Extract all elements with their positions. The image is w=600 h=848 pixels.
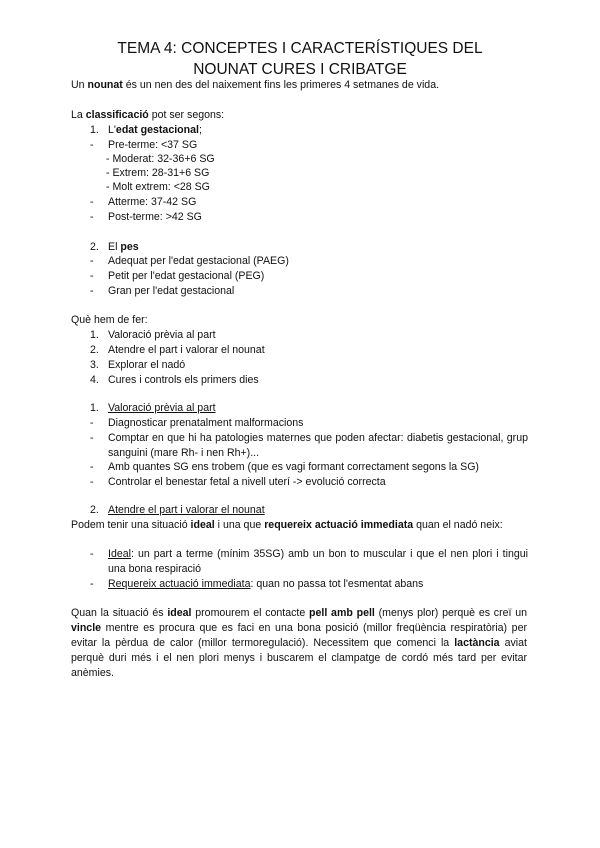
list-item: Adequat per l'edat gestacional (PAEG) (108, 255, 289, 267)
g1-number: 1. (90, 124, 99, 136)
s2-term-immediate: requereix actuació immediata (264, 519, 414, 531)
closing-term: pell amb pell (309, 607, 375, 619)
list-item: Valoració prèvia al part (108, 329, 216, 341)
g1-prefix: L' (108, 124, 116, 136)
closing-paragraph (71, 606, 527, 681)
closing-term: ideal (167, 607, 192, 619)
intro-prefix: Un (71, 79, 88, 91)
list-subitem: - Moderat: 32-36+6 SG (106, 153, 215, 165)
bullet-dash: - (90, 285, 94, 297)
item-text: : un part a terme (mínim 35SG) amb un bon to muscular i que el nen plori i tingui una bona respiració (108, 548, 528, 575)
closing-text: aviat perquè duri més i el nen plori menys i buscarem el clampatge de cordó més tard per evitar anèmies. (71, 637, 527, 679)
page-title (60, 38, 540, 80)
bullet-dash: - (90, 211, 94, 223)
closing-text: Quan la situació és (71, 607, 168, 619)
list-item: Pre-terme: <37 SG (108, 139, 198, 151)
section2-title: Atendre el part i valorar el nounat (108, 504, 265, 516)
classification-rest: pot ser segons: (148, 109, 225, 121)
s2-term-ideal: ideal (190, 519, 215, 531)
bullet-dash: - (90, 578, 94, 590)
closing-text: (menys plor) perquè es creï un (374, 607, 528, 619)
item-label: Requereix actuació immediata (108, 578, 251, 590)
section1-title: Valoració prèvia al part (108, 402, 216, 414)
list-subitem: - Molt extrem: <28 SG (106, 181, 210, 193)
bullet-dash: - (90, 270, 94, 282)
list-item: Comptar en que hi ha patologies maternes que poden afectar: diabetis gestacional, grup sanguini (mare Rh- i nen Rh+)... (108, 432, 528, 459)
todo-number: 3. (90, 359, 99, 371)
g1-suffix: ; (198, 124, 202, 136)
g2-number: 2. (90, 241, 99, 253)
intro-rest: és un nen des del naixement fins les primeres 4 setmanes de vida. (122, 79, 440, 91)
g2-heading (108, 240, 139, 255)
item-label: Ideal (108, 548, 131, 560)
bullet-dash: - (90, 432, 94, 444)
list-item: Diagnosticar prenatalment malformacions (108, 417, 304, 429)
closing-text: mentre es procura que es faci en una bona posició (millor freqüència respiratòria) per evitar la pèrdua de calor (millor termoregulació). Necessitem que comenci la (71, 622, 527, 649)
list-item (108, 547, 528, 577)
list-item: Atterme: 37-42 SG (108, 196, 197, 208)
list-item: Cures i controls els primers dies (108, 374, 259, 386)
title-line-1: TEMA 4: CONCEPTES I CARACTERÍSTIQUES DEL (117, 40, 483, 57)
bullet-dash: - (90, 417, 94, 429)
g1-heading (108, 123, 202, 138)
list-item: Explorar el nadó (108, 359, 186, 371)
intro-term: nounat (87, 79, 123, 91)
bullet-dash: - (90, 139, 94, 151)
todo-number: 2. (90, 344, 99, 356)
classification-term: classificació (85, 109, 149, 121)
todo-number: 4. (90, 374, 99, 386)
list-item (108, 577, 423, 592)
closing-term: lactància (454, 637, 500, 649)
intro-paragraph (71, 78, 439, 93)
g2-prefix: El (108, 241, 121, 253)
list-subitem: - Extrem: 28-31+6 SG (106, 167, 210, 179)
bullet-dash: - (90, 476, 94, 488)
bullet-dash: - (90, 461, 94, 473)
todo-intro: Què hem de fer: (71, 314, 148, 326)
item-text: : quan no passa tot l'esmentat abans (250, 578, 424, 590)
list-item: Petit per l'edat gestacional (PEG) (108, 270, 265, 282)
s2-text: quan el nadó neix: (413, 519, 503, 531)
g2-term: pes (120, 241, 139, 253)
section2-paragraph (71, 518, 503, 533)
bullet-dash: - (90, 196, 94, 208)
s2-text: i una que (214, 519, 265, 531)
list-item: Amb quantes SG ens trobem (que es vagi formant correctament segons la SG) (108, 461, 479, 473)
classification-intro (71, 108, 224, 123)
list-item: Gran per l'edat gestacional (108, 285, 235, 297)
bullet-dash: - (90, 255, 94, 267)
section1-number: 1. (90, 402, 99, 414)
list-item: Atendre el part i valorar el nounat (108, 344, 265, 356)
closing-term: vincle (71, 622, 102, 634)
classification-prefix: La (71, 109, 86, 121)
section2-number: 2. (90, 504, 99, 516)
bullet-dash: - (90, 548, 94, 560)
g1-term: edat gestacional (115, 124, 199, 136)
closing-text: promourem el contacte (191, 607, 310, 619)
s2-text: Podem tenir una situació (71, 519, 191, 531)
list-item: Post-terme: >42 SG (108, 211, 202, 223)
todo-number: 1. (90, 329, 99, 341)
list-item: Controlar el benestar fetal a nivell uterí -> evolució correcta (108, 476, 386, 488)
title-line-2: NOUNAT CURES I CRIBATGE (193, 61, 407, 78)
